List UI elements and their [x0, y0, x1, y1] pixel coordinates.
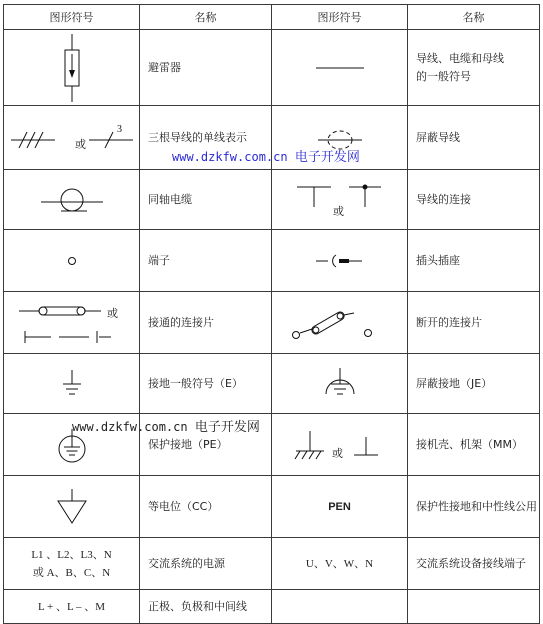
ac-source-symbol-text: L1 、L2、L3、N 或 A、B、C、N: [31, 548, 112, 579]
ac-source-symbol-cell: [4, 538, 140, 590]
terminal-symbol-cell: [4, 230, 140, 292]
name-cell: 接通的连接片: [140, 292, 272, 354]
name-cell: 三根导线的单线表示: [140, 106, 272, 170]
header-name-right: 名称: [408, 5, 540, 30]
pen-symbol-text: PEN: [328, 500, 351, 513]
shielded-conductor-icon: [310, 118, 370, 158]
name-cell: 断开的连接片: [408, 292, 540, 354]
watermark-url: www.dzkfw.com.cn: [172, 150, 288, 164]
plug-socket-icon: [310, 249, 370, 273]
ac-terminal-symbol-text: U、V、W、N: [305, 557, 374, 570]
terminal-icon: [62, 251, 82, 271]
table-row: [4, 354, 540, 414]
name-cell: 屏蔽导线: [408, 106, 540, 170]
arrester-symbol-cell: [4, 30, 140, 106]
shielded-conductor-symbol-cell: [272, 106, 408, 170]
name-cell: 接机壳、机架（MM）: [408, 414, 540, 476]
polarity-symbol-cell: [4, 590, 140, 624]
name-cell: 导线的连接: [408, 170, 540, 230]
table-row: [4, 590, 540, 624]
header-symbol-left: 图形符号: [4, 5, 140, 30]
shielded-ground-icon: [320, 364, 360, 404]
header-name-left: 名称: [140, 5, 272, 30]
equipotential-symbol-cell: [4, 476, 140, 538]
name-cell: 避雷器: [140, 30, 272, 106]
table-row: [4, 476, 540, 538]
name-cell: 交流系统的电源: [140, 538, 272, 590]
wire-count-label: 3: [116, 123, 122, 135]
shielded-ground-symbol-cell: [272, 354, 408, 414]
name-cell: 端子: [140, 230, 272, 292]
or-label: 或: [331, 446, 343, 460]
coaxial-cable-icon: [37, 180, 107, 220]
conductor-line-icon: [310, 58, 370, 78]
chassis-ground-symbol-cell: [272, 414, 408, 476]
table-row: [4, 170, 540, 230]
plug-socket-symbol-cell: [272, 230, 408, 292]
or-label: 或: [332, 204, 344, 218]
table-row: [4, 538, 540, 590]
table-row: [4, 292, 540, 354]
name-cell: 保护性接地和中性线公用: [408, 476, 540, 538]
name-cell: [408, 590, 540, 624]
watermark-site: 电子开发网: [294, 150, 360, 165]
closed-link-icon: [9, 297, 135, 349]
watermark-site: 电子开发网: [194, 420, 260, 435]
symbol-table: [3, 4, 540, 624]
table-row: [4, 414, 540, 476]
chassis-ground-icon: [290, 425, 390, 465]
name-cell: 插头插座: [408, 230, 540, 292]
conductor-symbol-cell: [272, 30, 408, 106]
name-cell: [408, 30, 540, 106]
equipotential-icon: [52, 485, 92, 529]
name-cell: 保护接地（PE）: [140, 414, 272, 476]
closed-link-symbol-cell: [4, 292, 140, 354]
three-wire-symbol-cell: [4, 106, 140, 170]
empty-symbol-cell: [272, 590, 408, 624]
conductor-junction-icon: [295, 177, 385, 223]
open-link-icon: [290, 301, 390, 345]
name-cell: 交流系统设备接线端子: [408, 538, 540, 590]
name-text: 导线、电缆和母线 的一般符号: [416, 51, 504, 83]
junction-symbol-cell: [272, 170, 408, 230]
table-row: [4, 230, 540, 292]
ac-terminal-symbol-cell: [272, 538, 408, 590]
name-cell: 正极、负极和中间线: [140, 590, 272, 624]
table-header-row: [4, 5, 540, 30]
or-label: 或: [106, 306, 118, 320]
three-wire-single-line-icon: [9, 118, 135, 158]
open-link-symbol-cell: [272, 292, 408, 354]
protective-ground-icon: [52, 423, 92, 467]
surge-arrester-icon: [52, 32, 92, 104]
name-cell: 等电位（CC）: [140, 476, 272, 538]
ground-icon: [57, 366, 87, 402]
watermark-url: www.dzkfw.com.cn: [72, 420, 188, 434]
name-cell: 屏蔽接地（JE）: [408, 354, 540, 414]
pen-symbol-cell: [272, 476, 408, 538]
protective-ground-symbol-cell: [4, 414, 140, 476]
header-symbol-right: 图形符号: [272, 5, 408, 30]
name-cell: 同轴电缆: [140, 170, 272, 230]
ground-symbol-cell: [4, 354, 140, 414]
coax-symbol-cell: [4, 170, 140, 230]
polarity-symbol-text: L + 、L – 、M: [37, 600, 106, 613]
table-row: [4, 30, 540, 106]
or-label: 或: [74, 137, 86, 151]
name-cell: 接地一般符号（E）: [140, 354, 272, 414]
table-row: [4, 106, 540, 170]
